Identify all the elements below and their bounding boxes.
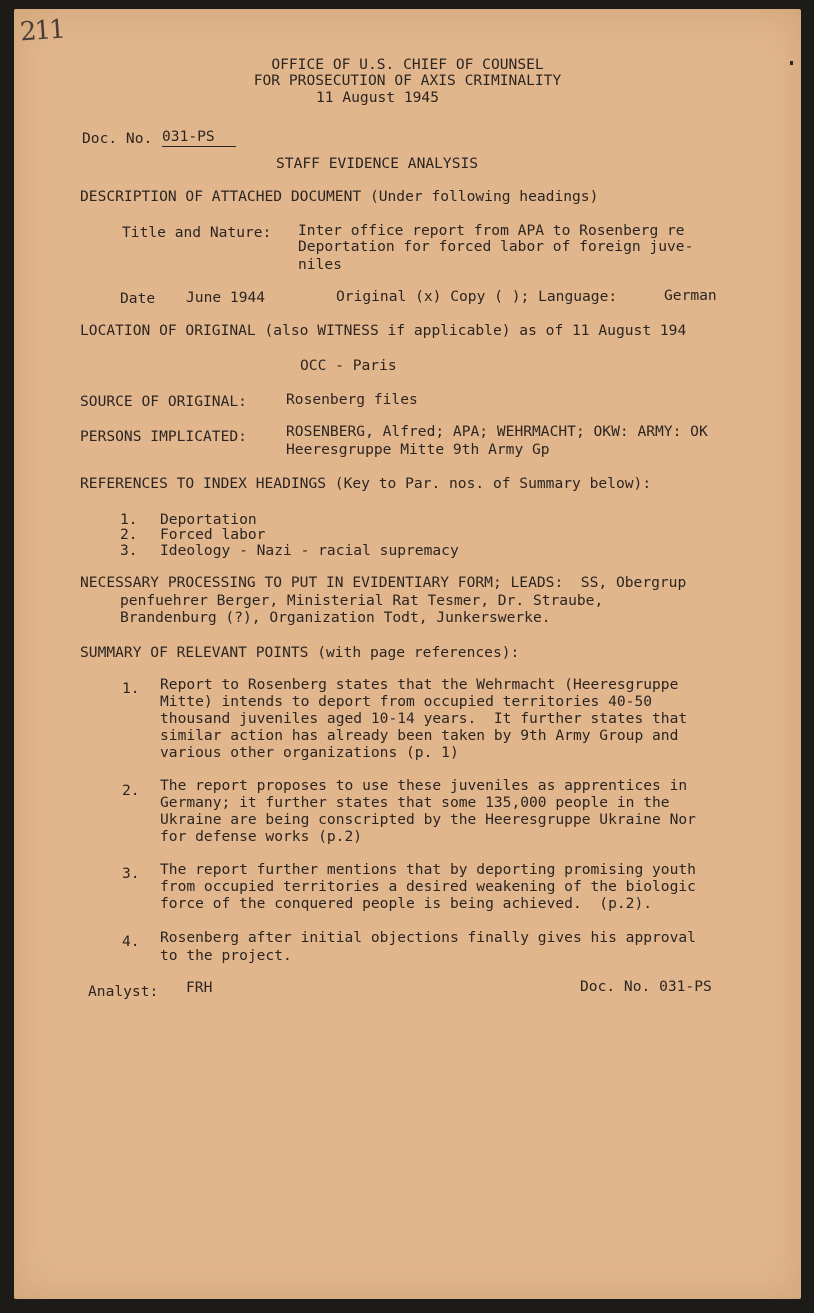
date-value: June 1944 — [186, 289, 266, 306]
references-heading: REFERENCES TO INDEX HEADINGS (Key to Par. nos. of Summary below): — [80, 475, 652, 492]
summary-number: 1. — [122, 680, 140, 697]
persons-label: PERSONS IMPLICATED: — [80, 428, 247, 445]
title-nature-line-1: Inter office report from APA to Rosenberg re — [298, 222, 685, 239]
analyst-value: FRH — [186, 979, 213, 996]
necessary-line-2: penfuehrer Berger, Ministerial Rat Tesmer, Dr. Straube, — [120, 592, 604, 609]
office-line-1: OFFICE OF U.S. CHIEF OF COUNSEL — [271, 56, 544, 73]
header-date: 11 August 1945 — [316, 89, 440, 106]
summary-line: similar action has already been taken by 9th Army Group and — [160, 727, 679, 744]
title-nature-line-2: Deportation for forced labor of foreign juve- — [298, 238, 694, 255]
footer-doc-no: Doc. No. 031-PS — [580, 978, 712, 995]
summary-line: for defense works (p.2) — [160, 828, 363, 845]
office-line-2: FOR PROSECUTION OF AXIS CRIMINALITY — [253, 72, 562, 89]
necessary-line-3: Brandenburg (?), Organization Todt, Junkerswerke. — [120, 609, 551, 626]
summary-line: thousand juveniles aged 10-14 years. It further states that — [160, 710, 688, 727]
summary-line: The report proposes to use these juveniles as apprentices in — [160, 777, 688, 794]
title-nature-line-3: niles — [298, 256, 342, 273]
summary-line: from occupied territories a desired weakening of the biologic — [160, 878, 696, 895]
doc-no-value: 031-PS — [162, 129, 236, 147]
summary-line: various other organizations (p. 1) — [160, 744, 459, 761]
summary-line: Mitte) intends to deport from occupied territories 40-50 — [160, 693, 653, 710]
reference-item: Forced labor — [160, 526, 266, 543]
description-heading: DESCRIPTION OF ATTACHED DOCUMENT (Under following headings) — [80, 188, 599, 205]
summary-line: to the project. — [160, 947, 292, 964]
original-copy-language: Original (x) Copy ( ); Language: — [336, 288, 618, 305]
source-label: SOURCE OF ORIGINAL: — [80, 393, 247, 410]
summary-number: 4. — [122, 933, 140, 950]
necessary-line-1: NECESSARY PROCESSING TO PUT IN EVIDENTIARY FORM; LEADS: SS, Obergrup — [80, 574, 687, 591]
analyst-label: Analyst: — [88, 983, 159, 1000]
doc-no-label: Doc. No. — [82, 130, 153, 147]
analysis-title: STAFF EVIDENCE ANALYSIS — [276, 155, 479, 172]
reference-number: 3. — [120, 542, 138, 559]
location-heading: LOCATION OF ORIGINAL (also WITNESS if applicable) as of 11 August 194 — [80, 322, 687, 339]
source-value: Rosenberg files — [286, 391, 418, 408]
persons-line-1: ROSENBERG, Alfred; APA; WEHRMACHT; OKW: ARMY: OK — [286, 423, 708, 440]
summary-line: Ukraine are being conscripted by the Heeresgruppe Ukraine Nor — [160, 811, 696, 828]
document-page — [14, 9, 801, 1299]
summary-line: force of the conquered people is being achieved. (p.2). — [160, 895, 653, 912]
language-value: German — [664, 287, 717, 304]
summary-number: 2. — [122, 782, 140, 799]
summary-heading: SUMMARY OF RELEVANT POINTS (with page references): — [80, 644, 520, 661]
summary-line: Report to Rosenberg states that the Wehrmacht (Heeresgruppe — [160, 676, 679, 693]
handwritten-page-mark: 211 — [19, 14, 65, 48]
reference-number: 1. — [120, 511, 138, 528]
reference-item: Deportation — [160, 511, 257, 528]
summary-number: 3. — [122, 865, 140, 882]
location-value: OCC - Paris — [300, 357, 397, 374]
title-nature-label: Title and Nature: — [122, 224, 272, 241]
persons-line-2: Heeresgruppe Mitte 9th Army Gp — [286, 441, 550, 458]
reference-item: Ideology - Nazi - racial supremacy — [160, 542, 459, 559]
reference-number: 2. — [120, 526, 138, 543]
summary-line: The report further mentions that by deporting promising youth — [160, 861, 696, 878]
date-label: Date — [120, 290, 156, 307]
summary-line: Germany; it further states that some 135,000 people in the — [160, 794, 670, 811]
summary-line: Rosenberg after initial objections finally gives his approval — [160, 929, 696, 946]
